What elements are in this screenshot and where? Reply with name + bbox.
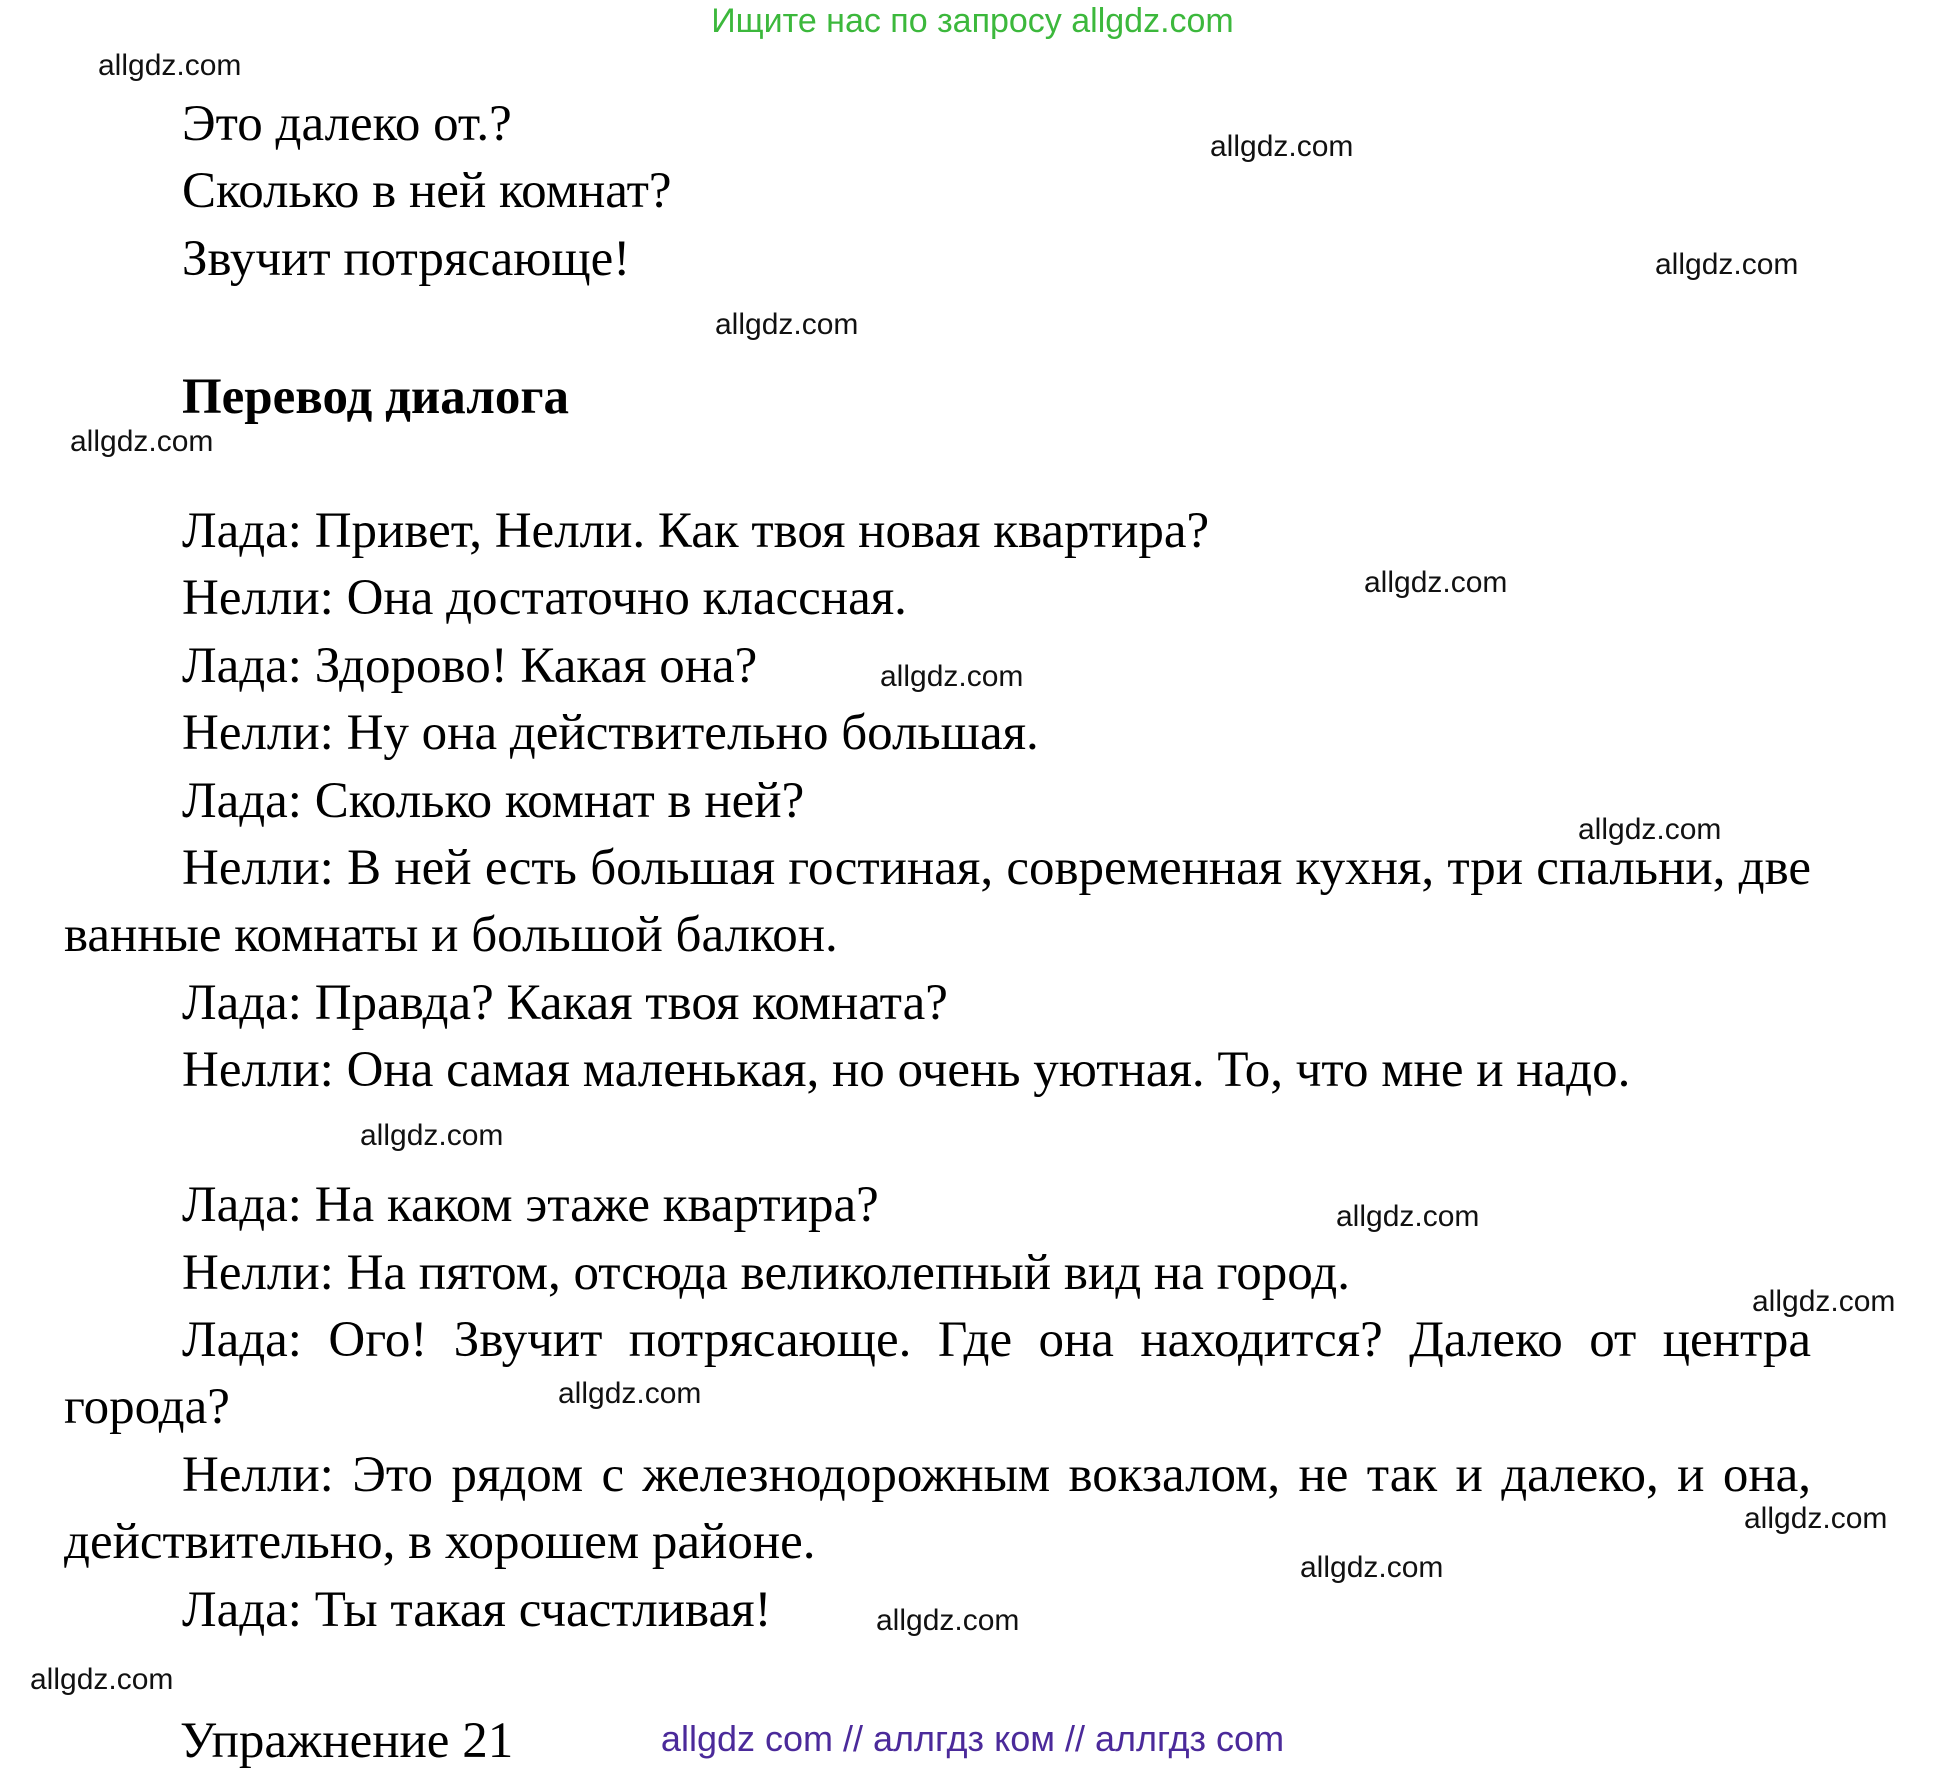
watermark: allgdz.com: [1752, 1285, 1896, 1318]
phrase-line: Сколько в ней комнат?: [182, 163, 672, 219]
dialogue-paragraph: Нелли: Она самая маленькая, но очень уютная. То, что мне и надо.: [182, 1042, 1631, 1098]
section-heading: Перевод диалога: [182, 369, 569, 425]
dialogue-line: Нелли: Она достаточно классная.: [182, 570, 907, 626]
watermark: allgdz.com: [1744, 1502, 1888, 1535]
watermark: allgdz.com: [1655, 248, 1799, 281]
dialogue-line: Лада: Здорово! Какая она?: [182, 638, 758, 694]
phrase-line: Это далеко от.?: [182, 96, 512, 152]
dialogue-paragraph: Нелли: Это рядом с железнодорожным вокзалом, не так и далеко, и она, действительно, в хорошем районе.: [64, 1447, 1811, 1570]
watermark: allgdz.com: [1364, 566, 1508, 599]
watermark: allgdz.com: [1336, 1200, 1480, 1233]
dialogue-line: Лада: Сколько комнат в ней?: [182, 773, 805, 829]
phrase-line: Звучит потрясающе!: [182, 231, 631, 287]
watermark: allgdz.com: [1578, 813, 1722, 846]
dialogue-line: Лада: Привет, Нелли. Как твоя новая квартира?: [182, 503, 1210, 559]
dialogue-paragraph: Нелли: В ней есть большая гостиная, современная кухня, три спальни, две ванные комнаты и большой балкон.: [64, 840, 1811, 963]
watermark: allgdz.com: [1210, 130, 1354, 163]
dialogue-line: Лада: Правда? Какая твоя комната?: [182, 975, 948, 1031]
watermark: allgdz.com: [360, 1119, 504, 1152]
watermark: allgdz.com: [70, 425, 214, 458]
watermark: allgdz.com: [715, 308, 859, 341]
dialogue-line: Нелли: Ну она действительно большая.: [182, 705, 1039, 761]
dialogue-line: Нелли: На пятом, отсюда великолепный вид на город.: [182, 1245, 1350, 1301]
watermark: allgdz.com: [880, 660, 1024, 693]
dialogue-line: Лада: На каком этаже квартира?: [182, 1177, 879, 1233]
dialogue-line: Лада: Ты такая счастливая!: [182, 1582, 772, 1638]
watermark: allgdz.com: [98, 49, 242, 82]
search-banner[interactable]: Ищите нас по запросу allgdz.com: [711, 2, 1234, 40]
watermark: allgdz.com: [30, 1663, 174, 1696]
footer-links[interactable]: allgdz com // аллгдз ком // аллгдз com: [660, 1718, 1285, 1759]
dialogue-paragraph: Лада: Ого! Звучит потрясающе. Где она находится? Далеко от центра города?: [64, 1312, 1811, 1435]
watermark: allgdz.com: [876, 1604, 1020, 1637]
cut-off-text-line: Упражнение 21: [180, 1713, 514, 1769]
watermark: allgdz.com: [558, 1377, 702, 1410]
watermark: allgdz.com: [1300, 1551, 1444, 1584]
